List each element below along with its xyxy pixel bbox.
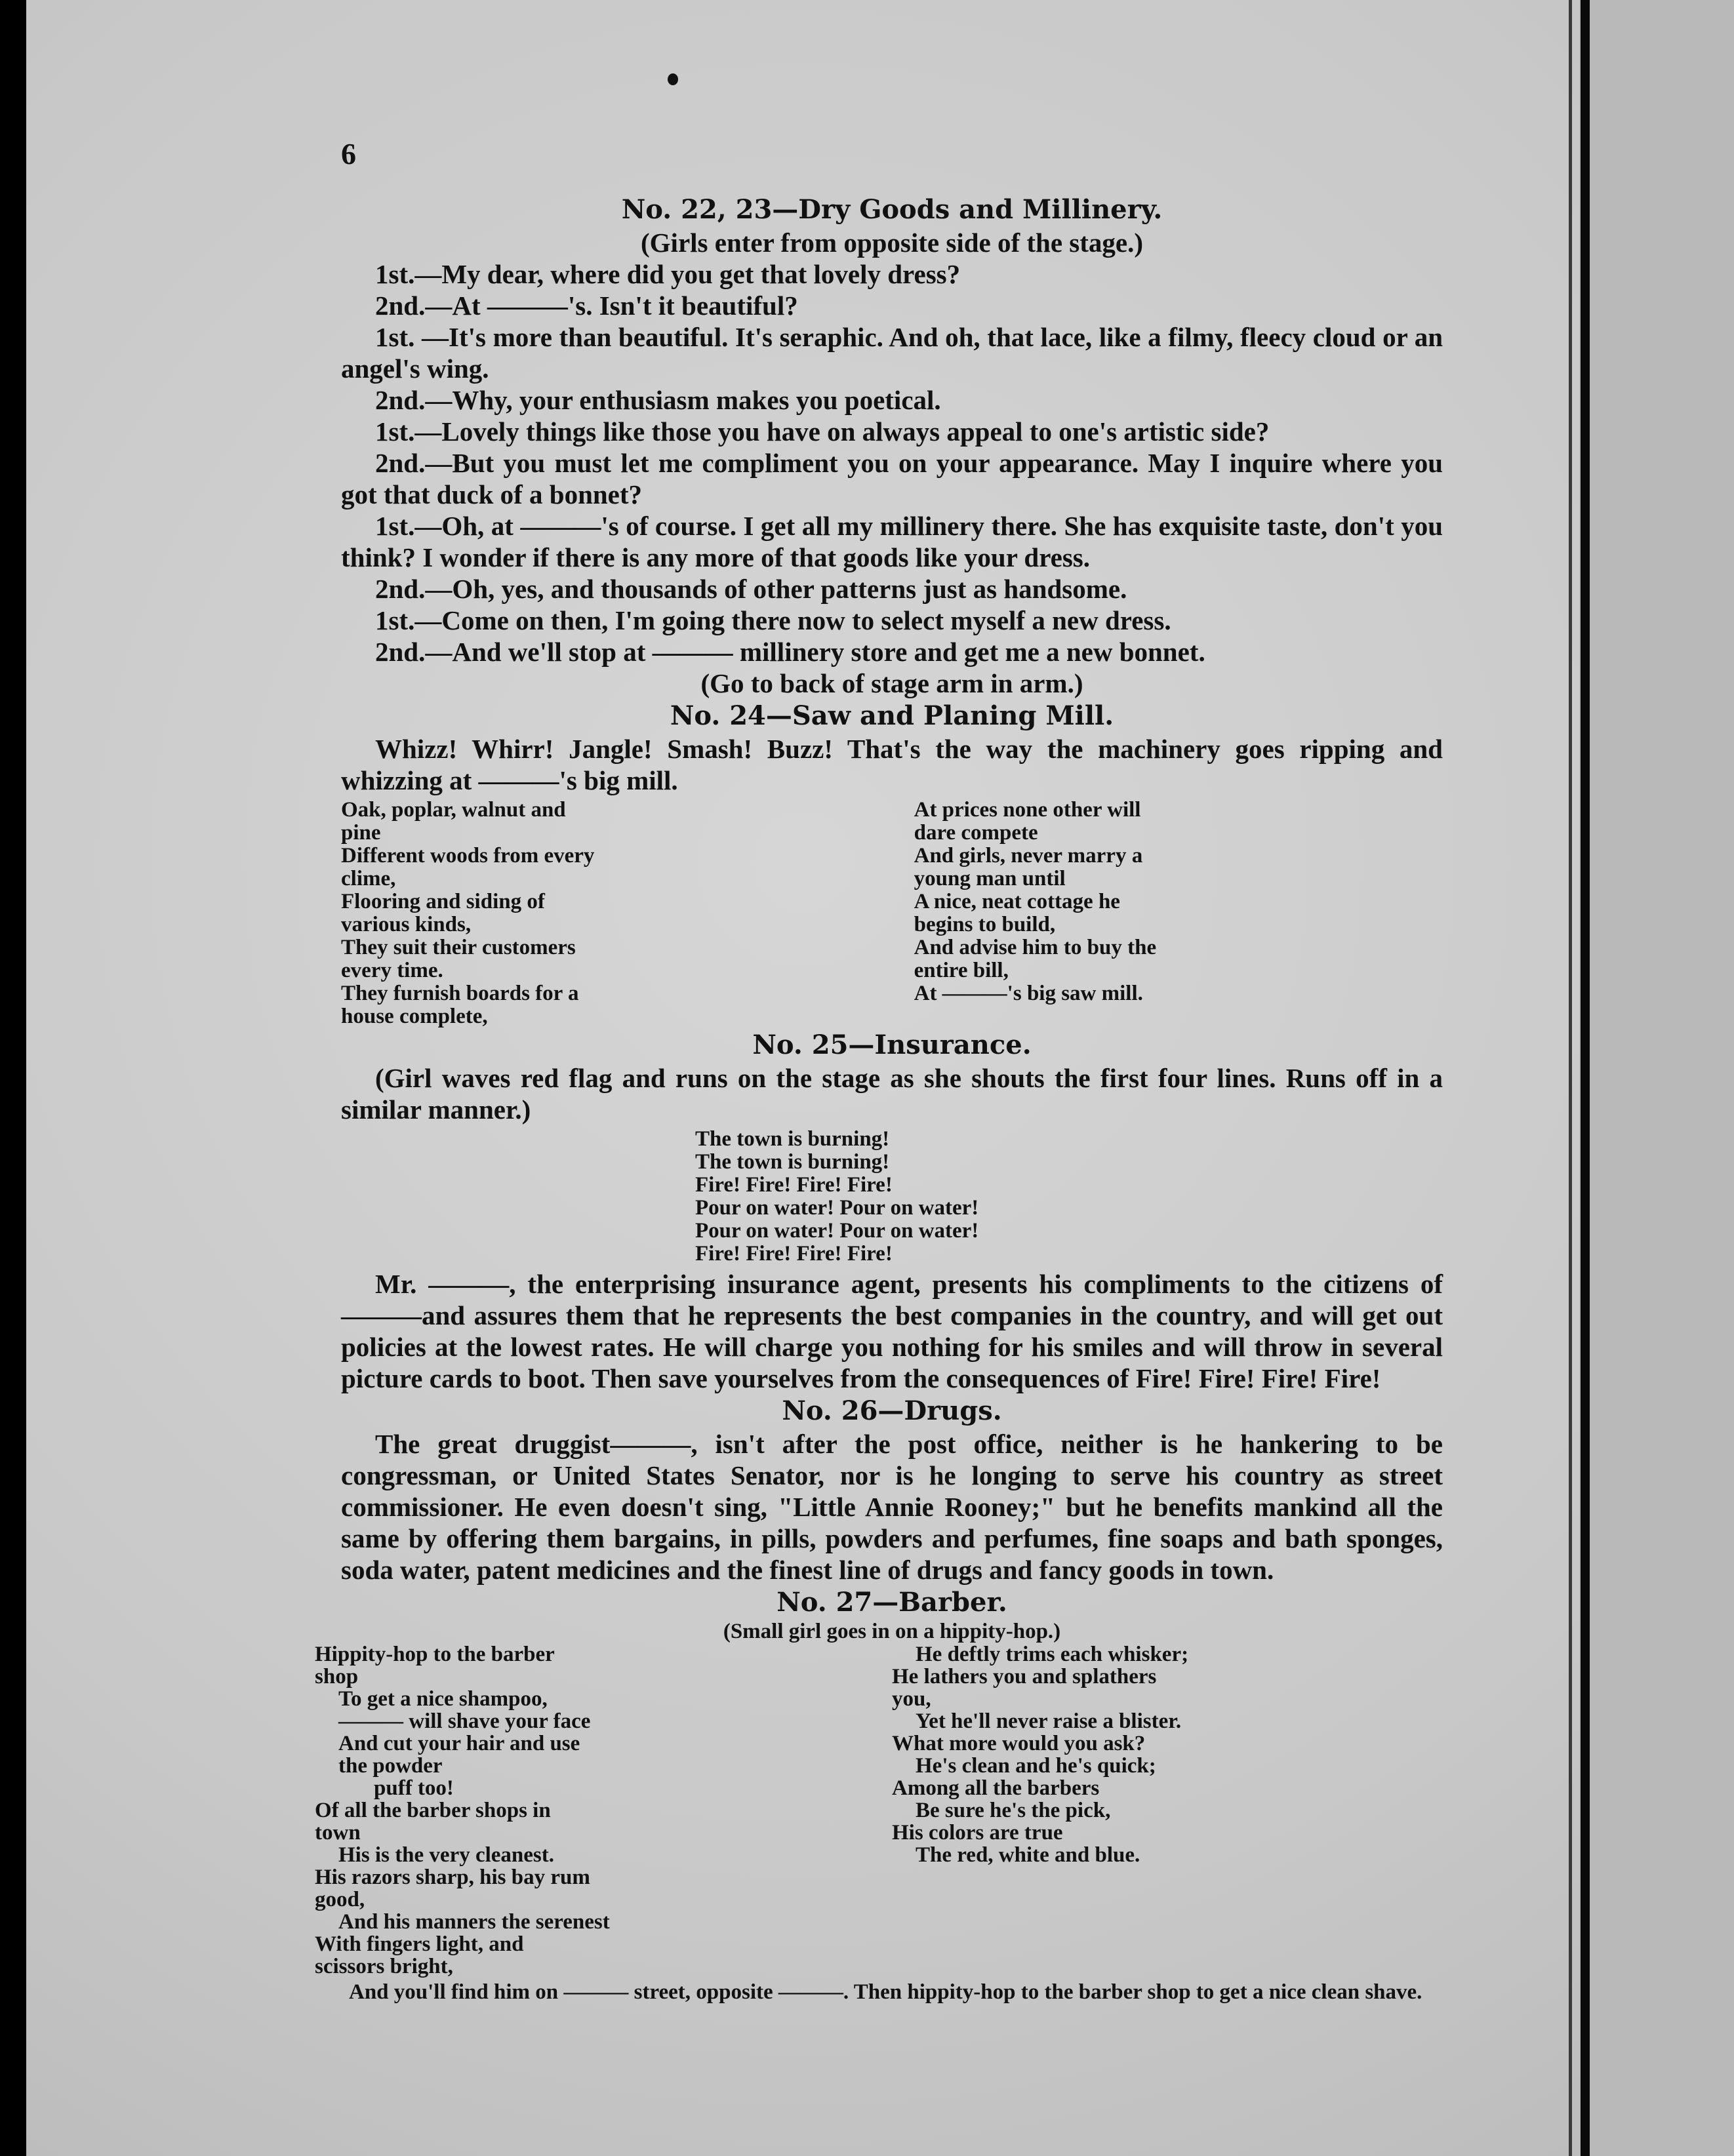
verse-line: ——— will shave your face xyxy=(338,1709,591,1733)
dialogue-line: 1st.—My dear, where did you get that lovely dress? xyxy=(375,259,961,289)
verse-line: He lathers you and splathers you, xyxy=(892,1665,1157,1711)
verse-left xyxy=(315,1643,866,1978)
stage-direction: (Small girl goes in on a hippity-hop.) xyxy=(723,1620,1061,1643)
heading-insurance: No. 25—Insurance. xyxy=(752,1029,1032,1060)
heading-drugs: No. 26—Drugs. xyxy=(782,1395,1002,1426)
verse-right xyxy=(914,799,1443,1028)
binding-edge xyxy=(1581,0,1590,2156)
verse-line: Hippity-hop to the barber shop xyxy=(315,1643,555,1688)
verse-line: Pour on water! Pour on water! xyxy=(695,1196,979,1220)
verse-line: His razors sharp, his bay rum good, xyxy=(315,1866,590,1911)
verse-line: And girls, never marry a young man until xyxy=(914,844,1143,890)
verse-line: Different woods from every clime, xyxy=(341,844,595,890)
verse-line: He deftly trims each whisker; xyxy=(916,1643,1189,1666)
page-number: 6 xyxy=(341,137,356,170)
verse-columns xyxy=(315,1643,1443,1978)
verse-right xyxy=(866,1643,1443,1978)
dialogue-line: 2nd.—At ———'s. Isn't it beautiful? xyxy=(375,290,798,321)
verse-line: And cut your hair and use the powder xyxy=(338,1732,580,1778)
paragraph: Whizz! Whirr! Jangle! Smash! Buzz! That's the way the machinery goes ripping and whizzing at ———'s big mill. xyxy=(341,734,1443,795)
adjacent-page-strip xyxy=(1579,0,1734,2156)
verse-line: At prices none other will dare compete xyxy=(914,798,1141,845)
verse-line: To get a nice shampoo, xyxy=(338,1687,548,1711)
paragraph: The great druggist———, isn't after the post office, neither is he hankering to be congressman, or United States Senator, nor is he longing to serve his country as street commissioner. He even doesn't sing, "Little Annie Rooney;" but he benefits mankind all the same by offering them bargains, in pills, powders and perfumes, fine soaps and bath sponges, soda water, patent medicines and the finest line of drugs and fancy goods in town. xyxy=(341,1429,1443,1585)
dialogue-line: 1st.—Lovely things like those you have on always appeal to one's artistic side? xyxy=(375,416,1270,447)
verse-left xyxy=(341,799,870,1028)
verse-line: He's clean and he's quick; xyxy=(916,1754,1156,1778)
verse-line: And his manners the serenest xyxy=(338,1910,610,1934)
verse-block xyxy=(695,1128,1443,1266)
verse-line: His colors are true xyxy=(892,1821,1063,1845)
verse-line: Pour on water! Pour on water! xyxy=(695,1219,979,1243)
verse-line: Flooring and siding of various kinds, xyxy=(341,890,545,936)
dialogue-line: 2nd.—Why, your enthusiasm makes you poetical. xyxy=(375,385,941,415)
verse-line: His is the very cleanest. xyxy=(338,1843,555,1867)
verse-line: And advise him to buy the entire bill, xyxy=(914,936,1157,982)
paragraph: Mr. ———, the enterprising insurance agent, presents his compliments to the citizens of ———and assures them that he represents the best companies in the country, and will get out policies at the lowest rates. He will charge you nothing for his smiles and will throw in several picture cards to boot. Then save yourselves from the consequences of Fire! Fire! Fire! Fire! xyxy=(341,1269,1443,1393)
dialogue-line: 2nd.—But you must let me compliment you on your appearance. May I inquire where you got that duck of a bonnet? xyxy=(341,448,1443,509)
verse-line: What more would you ask? xyxy=(892,1732,1146,1755)
verse-line: Yet he'll never raise a blister. xyxy=(916,1709,1182,1733)
heading-barber: No. 27—Barber. xyxy=(776,1587,1007,1618)
dialogue-line: 1st.—Come on then, I'm going there now to select myself a new dress. xyxy=(375,605,1171,635)
verse-line: Among all the barbers xyxy=(892,1776,1100,1800)
verse-line: At ———'s big saw mill. xyxy=(914,982,1143,1005)
verse-line: Of all the barber shops in town xyxy=(315,1799,551,1845)
dialogue-line: 1st. —It's more than beautiful. It's seraphic. And oh, that lace, like a filmy, fleecy cloud or an angel's wing. xyxy=(341,322,1443,384)
stage-direction: (Girl waves red flag and runs on the stage as she shouts the first four lines. Runs off in a similar manner.) xyxy=(341,1063,1443,1125)
verse-line: The town is burning! xyxy=(695,1150,890,1174)
page-edge-shadow xyxy=(1569,0,1572,2156)
verse-line: They furnish boards for a house complete, xyxy=(341,982,579,1028)
verse-line: Be sure he's the pick, xyxy=(916,1799,1111,1822)
dialogue-line: 2nd.—Oh, yes, and thousands of other patterns just as handsome. xyxy=(375,574,1127,604)
verse-line: They suit their customers every time. xyxy=(341,936,576,982)
verse-line: Fire! Fire! Fire! Fire! xyxy=(695,1242,893,1266)
stage-direction: (Girls enter from opposite side of the stage.) xyxy=(641,228,1143,258)
verse-line: The town is burning! xyxy=(695,1127,890,1151)
verse-line: Fire! Fire! Fire! Fire! xyxy=(695,1173,893,1197)
verse-line: A nice, neat cottage he begins to build, xyxy=(914,890,1120,936)
verse-line: With fingers light, and scissors bright, xyxy=(315,1932,524,1978)
heading-dry-goods: No. 22, 23—Dry Goods and Millinery. xyxy=(621,194,1163,225)
verse-line: The red, white and blue. xyxy=(916,1843,1140,1867)
ink-dot xyxy=(668,73,678,85)
verse-line: Oak, poplar, walnut and pine xyxy=(341,798,566,845)
paragraph: And you'll find him on ——— street, opposite ———. Then hippity-hop to the barber shop to get a nice clean shave. xyxy=(349,1980,1422,2004)
stage-direction: (Go to back of stage arm in arm.) xyxy=(700,668,1083,698)
verse-line: puff too! xyxy=(374,1776,454,1800)
dialogue-line: 2nd.—And we'll stop at ——— millinery store and get me a new bonnet. xyxy=(375,637,1205,667)
dialogue-line: 1st.—Oh, at ———'s of course. I get all my millinery there. She has exquisite taste, don't you think? I wonder if there is any more of that goods like your dress. xyxy=(341,511,1443,572)
heading-saw-mill: No. 24—Saw and Planing Mill. xyxy=(670,700,1114,731)
verse-columns xyxy=(341,799,1443,1028)
page-content xyxy=(315,125,1443,2004)
